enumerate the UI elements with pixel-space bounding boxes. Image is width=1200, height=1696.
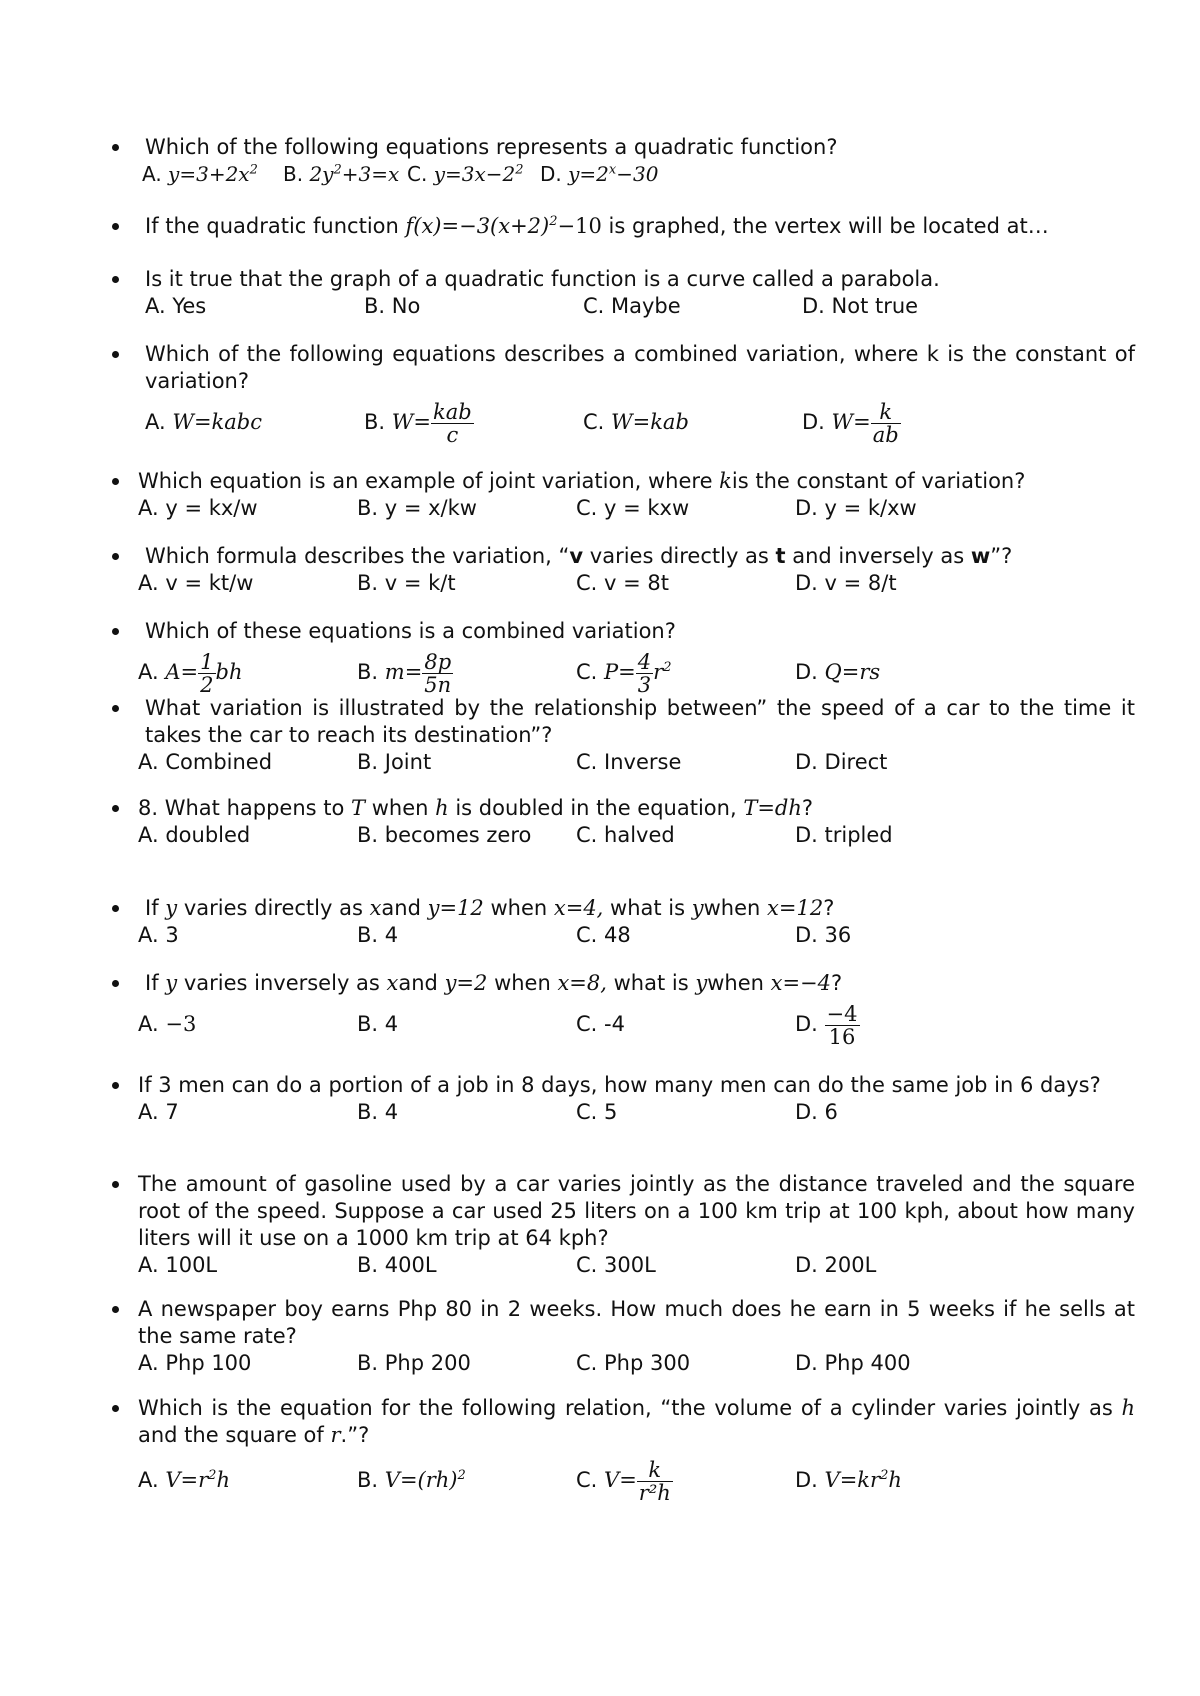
option-b: B. W= $\frac{\text{kab}}{c}$ bbox=[364, 399, 472, 447]
bullet bbox=[112, 144, 119, 151]
option-d: D. 200L bbox=[795, 1253, 877, 1277]
bullet bbox=[112, 628, 119, 635]
option-a: A. Php 100 bbox=[138, 1351, 252, 1375]
option-c: C. halved bbox=[576, 823, 675, 847]
option-c: C. $y=3x-2^2$ bbox=[407, 162, 524, 186]
question-stem: What variation is illustrated by the relationship between” the speed of a car to the time it takes the car to reach its destination”? bbox=[145, 696, 1135, 747]
option-c: C. W=kab bbox=[583, 410, 689, 434]
option-d: D. 6 bbox=[795, 1100, 838, 1124]
bullet bbox=[112, 351, 119, 358]
bullet bbox=[112, 1181, 119, 1188]
option-a: A. v = kt/w bbox=[138, 571, 254, 595]
question-9 bbox=[138, 795, 1135, 849]
option-c: C. v = 8t bbox=[576, 571, 669, 595]
option-d: D. $y=2^x-30$ bbox=[540, 162, 659, 186]
option-b: B. $2y^2+3=x$ bbox=[283, 162, 400, 186]
option-d: D. Not true bbox=[802, 294, 919, 318]
question-11 bbox=[138, 970, 1135, 1051]
option-c: C. 5 bbox=[576, 1100, 618, 1124]
option-d: D. $V=kr^2h$ bbox=[795, 1468, 902, 1492]
option-b: B. V=(rh)$^2$ bbox=[357, 1468, 466, 1492]
options-row bbox=[138, 570, 1135, 597]
options-row bbox=[145, 395, 1135, 449]
bullet bbox=[112, 223, 119, 230]
question-stem: If y varies directly as xand y=12 when x=4, what is ywhen x=12? bbox=[145, 896, 835, 920]
question-3 bbox=[145, 266, 1135, 320]
options-row bbox=[138, 1453, 1135, 1507]
bullet bbox=[112, 705, 119, 712]
option-a: A. 100L bbox=[138, 1253, 218, 1277]
option-d: D. 36 bbox=[795, 923, 852, 947]
question-stem: If 3 men can do a portion of a job in 8 days, how many men can do the same job in 6 days? bbox=[138, 1073, 1101, 1097]
question-stem: Which equation is an example of joint variation, where kis the constant of variation? bbox=[138, 469, 1026, 493]
option-b: B. v = k/t bbox=[357, 571, 456, 595]
question-stem: The amount of gasoline used by a car varies jointly as the distance traveled and the square root of the speed. Suppose a car used 25 liters on a 100 km trip at 100 kph, about how many liters will it use on a 1000 km trip at 64 kph? bbox=[138, 1172, 1135, 1250]
option-b: B. No bbox=[364, 294, 421, 318]
bullet bbox=[112, 980, 119, 987]
option-a: A. $y=3+2x^2$ bbox=[142, 162, 258, 186]
bullet bbox=[112, 553, 119, 560]
options-row bbox=[138, 495, 1135, 522]
question-stem: 8. What happens to T when h is doubled in the equation, T=dh? bbox=[138, 796, 814, 820]
question-10 bbox=[138, 895, 1135, 949]
option-d: D. tripled bbox=[795, 823, 893, 847]
bullet bbox=[112, 805, 119, 812]
options-row bbox=[142, 161, 1135, 188]
question-4 bbox=[145, 341, 1135, 449]
option-b: B. 4 bbox=[357, 1012, 399, 1036]
options-row bbox=[138, 822, 1135, 849]
option-d: D. W= $\frac{k}{ab}$ bbox=[802, 399, 899, 447]
question-stem: Which of the following equations represents a quadratic function? bbox=[145, 135, 838, 159]
option-c: C. Php 300 bbox=[576, 1351, 691, 1375]
question-stem: A newspaper boy earns Php 80 in 2 weeks. How much does he earn in 5 weeks if he sells at the same rate? bbox=[138, 1297, 1135, 1348]
option-c: C. 300L bbox=[576, 1253, 656, 1277]
option-a: A. A= $\frac{1}{2}$ bh bbox=[138, 649, 243, 697]
option-b: B. becomes zero bbox=[357, 823, 532, 847]
option-d: D. Direct bbox=[795, 750, 888, 774]
bullet bbox=[112, 1082, 119, 1089]
option-c: C. 48 bbox=[576, 923, 631, 947]
option-a: A. Yes bbox=[145, 294, 207, 318]
option-a: A. $V=r^2h$ bbox=[138, 1468, 230, 1492]
option-a: A. Combined bbox=[138, 750, 273, 774]
option-b: B. 4 bbox=[357, 923, 399, 947]
question-5 bbox=[138, 468, 1135, 522]
question-stem: If y varies inversely as xand y=2 when x=8, what is ywhen x=−4? bbox=[145, 971, 843, 995]
question-stem: Which is the equation for the following relation, “the volume of a cylinder varies jointly as h and the square of r.”? bbox=[138, 1396, 1135, 1447]
option-a: A. 3 bbox=[138, 923, 179, 947]
option-b: B. 4 bbox=[357, 1100, 399, 1124]
bullet bbox=[112, 1405, 119, 1412]
options-row bbox=[138, 922, 1135, 949]
option-c: C. Maybe bbox=[583, 294, 681, 318]
option-d: D. Q=rs bbox=[795, 660, 881, 684]
bullet bbox=[112, 1306, 119, 1313]
option-a: A. W=kabc bbox=[145, 410, 262, 434]
option-a: A. 7 bbox=[138, 1100, 179, 1124]
question-13 bbox=[138, 1171, 1135, 1279]
question-stem: Which of the following equations describes a combined variation, where k is the constant of variation? bbox=[145, 342, 1135, 393]
option-c: C. y = kxw bbox=[576, 496, 690, 520]
question-12 bbox=[138, 1072, 1135, 1126]
question-1 bbox=[142, 134, 1135, 188]
question-stem: If the quadratic function $f(x)=-3(x+2)^2-10$ is graphed, the vertex will be located at… bbox=[145, 214, 1049, 238]
option-c: C. V= $\frac{k}{\text{r²h}}$ bbox=[576, 1457, 671, 1505]
options-row bbox=[138, 645, 1135, 699]
bullet bbox=[112, 905, 119, 912]
option-d: D. y = k/xw bbox=[795, 496, 917, 520]
question-6 bbox=[138, 543, 1135, 597]
options-row bbox=[138, 1252, 1135, 1279]
option-a: A. −3 bbox=[138, 1012, 197, 1036]
options-row bbox=[138, 997, 1135, 1051]
option-a: A. doubled bbox=[138, 823, 251, 847]
option-b: B. Php 200 bbox=[357, 1351, 471, 1375]
option-c: C. -4 bbox=[576, 1012, 625, 1036]
option-c: C. P= $\frac{4}{3}$ $r^2$ bbox=[576, 649, 672, 697]
question-stem: Is it true that the graph of a quadratic function is a curve called a parabola. bbox=[145, 267, 940, 291]
options-row bbox=[138, 749, 1135, 776]
option-d: D. v = 8/t bbox=[795, 571, 897, 595]
options-row bbox=[138, 1350, 1135, 1377]
option-a: A. y = kx/w bbox=[138, 496, 258, 520]
option-b: B. y = x/kw bbox=[357, 496, 477, 520]
bullet bbox=[112, 276, 119, 283]
options-row bbox=[145, 293, 1135, 320]
bullet bbox=[112, 478, 119, 485]
option-b: B. 400L bbox=[357, 1253, 437, 1277]
option-d: D. Php 400 bbox=[795, 1351, 911, 1375]
options-row bbox=[138, 1099, 1135, 1126]
question-stem: Which formula describes the variation, “v varies directly as t and inversely as w”? bbox=[145, 544, 1013, 568]
question-stem: Which of these equations is a combined variation? bbox=[145, 619, 676, 643]
question-8 bbox=[138, 695, 1135, 776]
question-2 bbox=[145, 213, 1135, 240]
option-d: D. $\frac{-4}{16}$ bbox=[795, 1001, 858, 1049]
option-b: B. Joint bbox=[357, 750, 432, 774]
option-c: C. Inverse bbox=[576, 750, 682, 774]
option-b: B. m= $\frac{8p}{5n}$ bbox=[357, 649, 452, 697]
question-14 bbox=[138, 1296, 1135, 1377]
question-15 bbox=[138, 1395, 1135, 1507]
question-7 bbox=[138, 618, 1135, 699]
